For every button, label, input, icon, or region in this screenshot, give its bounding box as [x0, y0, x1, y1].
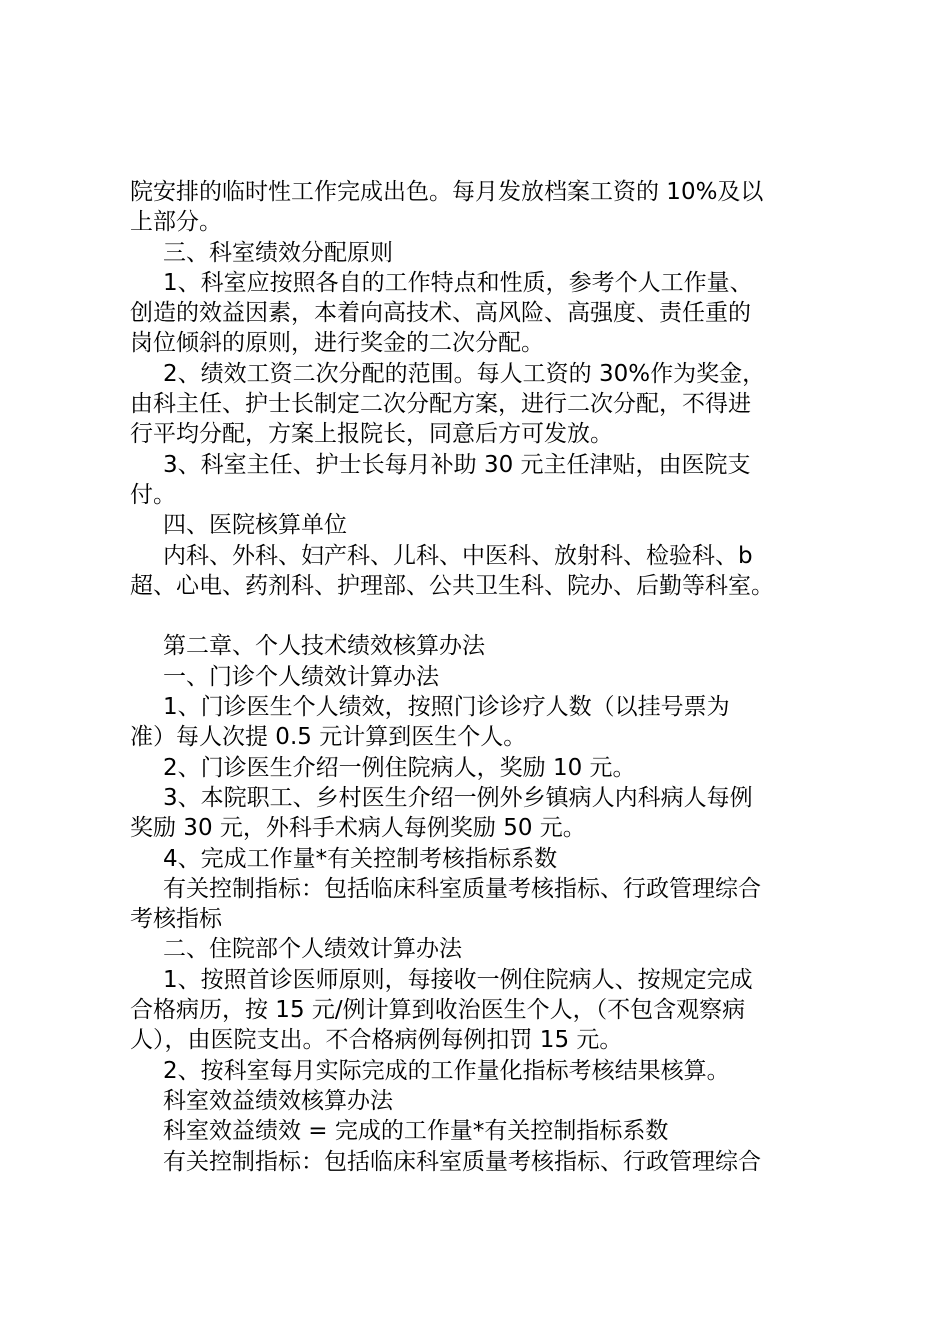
text-line: 由科主任、护士长制定二次分配方案，进行二次分配，不得进	[130, 391, 751, 418]
text-line: 创造的效益因素，本着向高技术、高风险、高强度、责任重的	[130, 300, 751, 327]
text-line: 1、按照首诊医师原则，每接收一例住院病人、按规定完成	[163, 966, 753, 993]
text-line: 1、门诊医生个人绩效，按照门诊诊疗人数（以挂号票为	[163, 694, 730, 721]
text-line: 二、住院部个人绩效计算办法	[163, 936, 462, 963]
text-line: 4、完成工作量*有关控制考核指标系数	[163, 845, 558, 872]
document-body	[130, 177, 835, 1177]
text-line: 付。	[130, 481, 176, 508]
text-line: 2、按科室每月实际完成的工作量化指标考核结果核算。	[163, 1057, 730, 1084]
text-line: 考核指标	[130, 906, 222, 933]
text-line: 3、本院职工、乡村医生介绍一例外乡镇病人内科病人每例	[163, 784, 753, 811]
text-line: 3、科室主任、护士长每月补助 30 元主任津贴，由医院支	[163, 451, 751, 478]
text-line: 有关控制指标：包括临床科室质量考核指标、行政管理综合	[163, 1148, 761, 1175]
blank-line	[130, 601, 835, 631]
text-line: 四、医院核算单位	[163, 512, 347, 539]
text-line: 超、心电、药剂科、护理部、公共卫生科、院办、后勤等科室。	[130, 572, 774, 599]
text-line: 一、门诊个人绩效计算办法	[163, 663, 439, 690]
text-line: 行平均分配，方案上报院长，同意后方可发放。	[130, 421, 613, 448]
text-line: 第二章、个人技术绩效核算办法	[163, 633, 485, 660]
text-line: 1、科室应按照各自的工作特点和性质，参考个人工作量、	[163, 269, 753, 296]
text-line: 2、绩效工资二次分配的范围。每人工资的 30%作为奖金，	[163, 360, 766, 387]
text-line: 内科、外科、妇产科、儿科、中医科、放射科、检验科、b	[163, 542, 753, 569]
text-line: 奖励 30 元，外科手术病人每例奖励 50 元。	[130, 815, 586, 842]
text-line: 上部分。	[130, 209, 222, 236]
text-line: 2、门诊医生介绍一例住院病人，奖励 10 元。	[163, 754, 636, 781]
text-line: 人），由医院支出。不合格病例每例扣罚 15 元。	[130, 1027, 623, 1054]
text-line: 有关控制指标：包括临床科室质量考核指标、行政管理综合	[163, 875, 761, 902]
text-line: 三、科室绩效分配原则	[163, 239, 393, 266]
text-line: 准）每人次提 0.5 元计算到医生个人。	[130, 724, 527, 751]
text-line: 合格病历，按 15 元/例计算到收治医生个人，（不包含观察病	[130, 997, 746, 1024]
text-line: 科室效益绩效 = 完成的工作量*有关控制指标系数	[163, 1118, 669, 1145]
text-line: 院安排的临时性工作完成出色。每月发放档案工资的 10%及以	[130, 179, 764, 205]
text-line: 岗位倾斜的原则，进行奖金的二次分配。	[130, 330, 544, 357]
text-line: 科室效益绩效核算办法	[163, 1087, 393, 1114]
